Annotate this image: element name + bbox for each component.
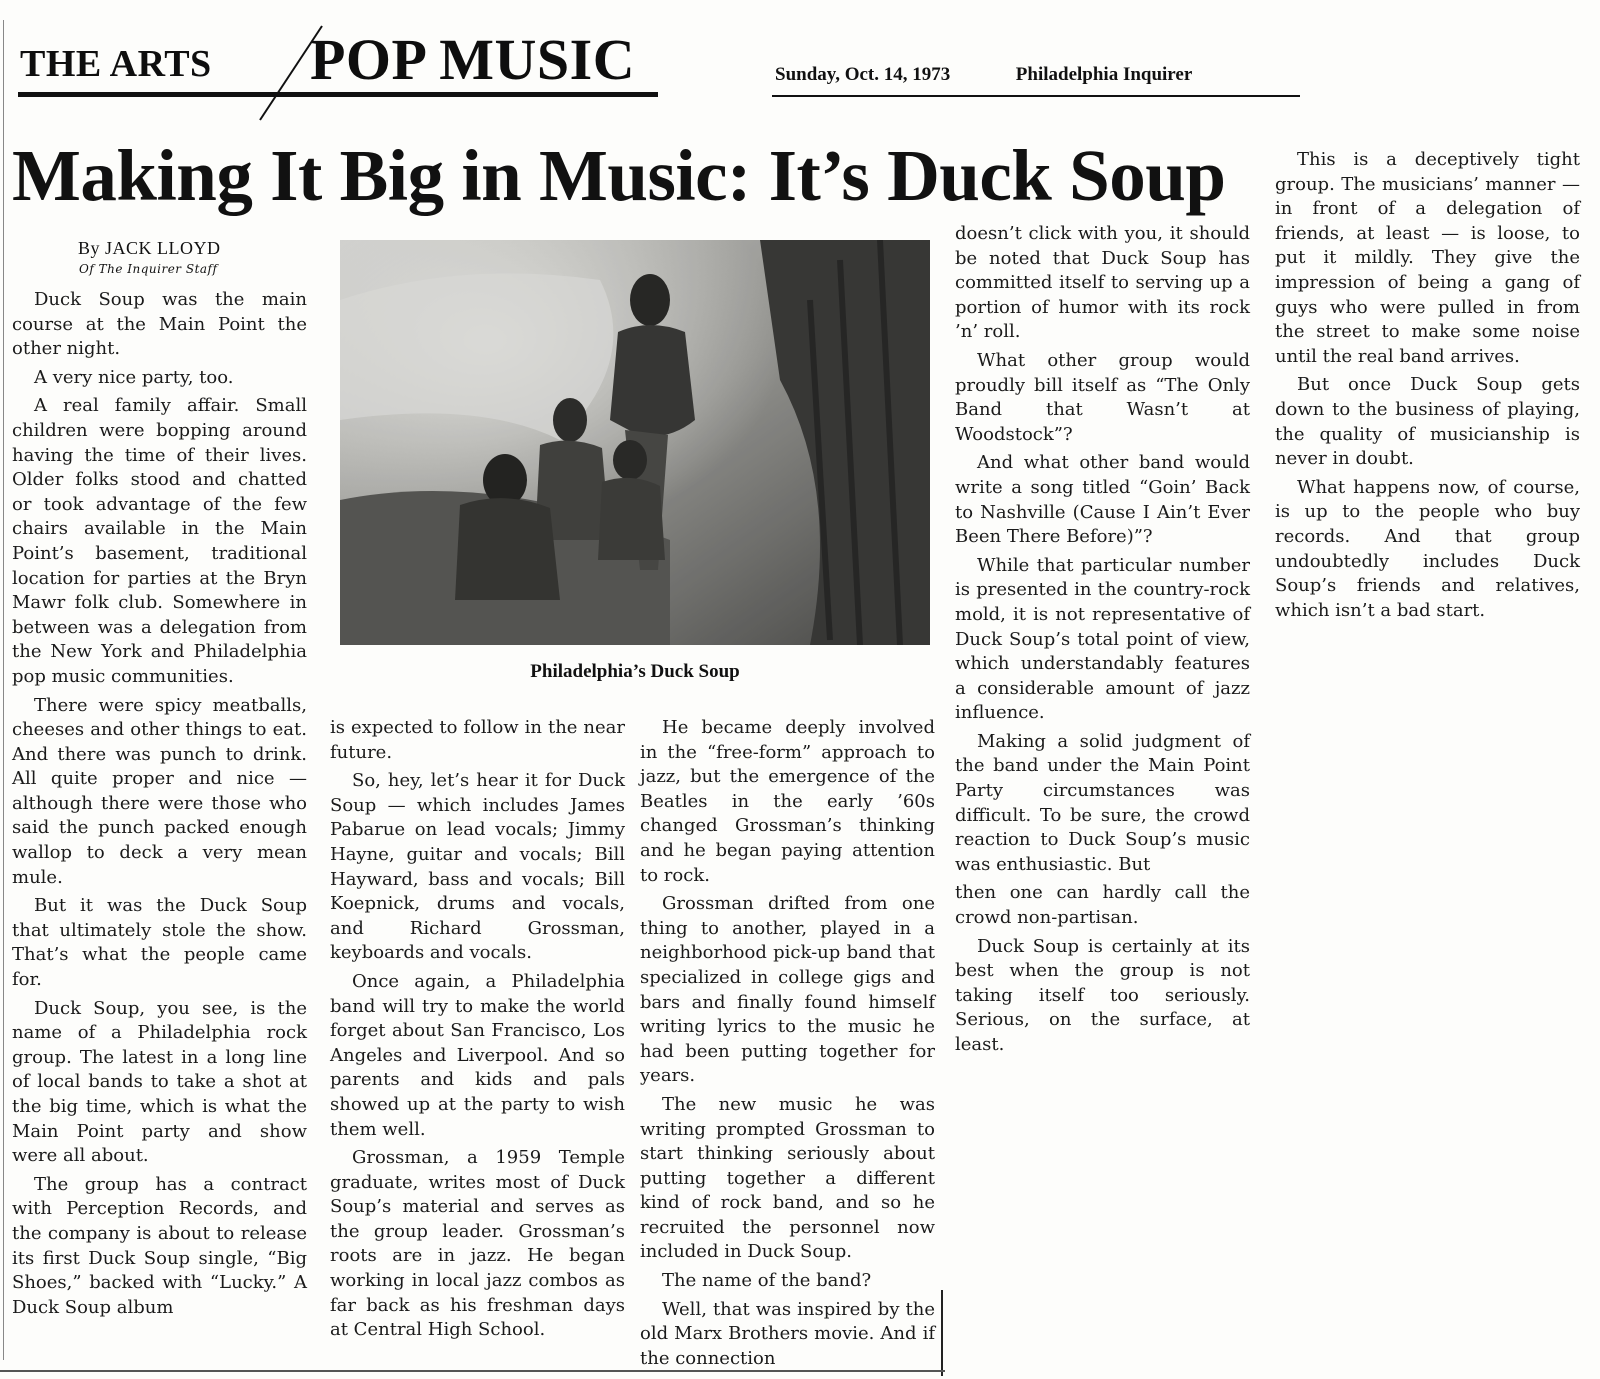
paragraph: is expected to follow in the near future.	[330, 717, 625, 763]
byline-name: By JACK LLOYD	[78, 238, 221, 258]
bottom-rule	[0, 1370, 945, 1372]
article-column-1	[12, 288, 307, 1324]
byline-affiliation: Of The Inquirer Staff	[79, 262, 218, 276]
paragraph: doesn’t click with you, it should be noted that Duck Soup has committed itself to serving up a portion of humor with its rock ’n’ roll.	[955, 223, 1250, 343]
page-edge-rule	[3, 20, 4, 1360]
paragraph: Once again, a Philadelphia band will try to make the world forget about San Francisco, Los Angeles and Liverpool. And so parents and kids and pals showed up at the party to wish them well.	[330, 970, 625, 1140]
paragraph: The group has a contract with Perception Records, and the company is about to release its first Duck Soup single, “Big Shoes,” backed with “Lucky.” A Duck Soup album	[12, 1173, 307, 1318]
paragraph: The name of the band?	[662, 1270, 872, 1292]
band-photo-image	[340, 240, 930, 645]
paragraph: What other group would proudly bill itself as “The Only Band that Wasn’t at Woodstock”?	[955, 349, 1250, 445]
section-kicker-pop-music: POP MUSIC	[310, 27, 636, 92]
dateline-rule	[772, 95, 1300, 97]
paragraph: There were spicy meatballs, cheeses and other things to eat. And there was punch to drink. All quite proper and nice — although there were those who said the punch packed enough wallop to deck a very mean mule.	[12, 694, 307, 888]
paragraph: What happens now, of course, is up to the people who buy records. And that group undoubtedly includes Duck Soup’s friends and relatives, which isn’t a bad start.	[1275, 476, 1580, 621]
paragraph: Duck Soup, you see, is the name of a Philadelphia rock group. The latest in a long line of local bands to take a shot at the big time, which is what the Main Point party and show were all about.	[12, 997, 307, 1167]
dateline	[775, 64, 1192, 86]
paragraph: A real family affair. Small children were bopping around having the time of their lives. Older folks stood and chatted or took advantage of the few chairs available in the Main Point’s basement, traditional location for parties at the Bryn Mawr folk club. Somewhere in between was a delegation from the New York and Philadelphia pop music communities.	[12, 395, 307, 687]
paragraph: Grossman drifted from one thing to another, played in a neighborhood pick-up band that specialized in college gigs and bars and finally found himself writing lyrics to the music he had been putting together for years.	[640, 893, 935, 1087]
headline: Making It Big in Music: It’s Duck Soup	[12, 135, 1226, 216]
article-column-2	[330, 716, 625, 1347]
paragraph: The new music he was writing prompted Grossman to start thinking seriously about putting together a different kind of rock band, and so he recruited the personnel now included in Duck Soup.	[640, 1093, 935, 1263]
paragraph: But once Duck Soup gets down to the business of playing, the quality of musicianship is never in doubt.	[1275, 374, 1580, 470]
article-column-5	[1275, 148, 1580, 627]
paragraph: While that particular number is presented in the country-rock mold, it is not representative of Duck Soup’s total point of view, which understandably features a considerable amount of jazz influence.	[955, 554, 1250, 724]
kicker-rule	[18, 92, 658, 97]
paragraph: Grossman, a 1959 Temple graduate, writes most of Duck Soup’s material and serves as the group leader. Grossman’s roots are in jazz. He began working in local jazz combos as far back as his freshman days at Central High School.	[330, 1147, 625, 1341]
paragraph: A very nice party, too.	[34, 366, 234, 388]
dateline-date: Sunday, Oct. 14, 1973	[775, 64, 951, 85]
paragraph: But it was the Duck Soup that ultimately stole the show. That’s what the people came for.	[12, 895, 307, 991]
paragraph: And what other band would write a song titled “Goin’ Back to Nashville (Cause I Ain’t Ever Been There Before)”?	[955, 452, 1250, 548]
paragraph: Making a solid judgment of the band under the Main Point Party circumstances was difficult. To be sure, the crowd reaction to Duck Soup’s music was enthusiastic. But	[955, 730, 1250, 875]
dateline-paper: Philadelphia Inquirer	[1015, 64, 1193, 85]
article-column-4	[955, 222, 1250, 1062]
paragraph: then one can hardly call the crowd non-partisan.	[955, 882, 1250, 929]
photo-caption: Philadelphia’s Duck Soup	[530, 661, 740, 682]
section-kicker-arts: THE ARTS	[20, 43, 212, 85]
paragraph: This is a deceptively tight group. The musicians’ manner — in front of a delegation of friends, at least — is loose, to put it mildly. They give the impression of being a gang of guys who were pulled in from the street to make some noise until the real band arrives.	[1275, 149, 1580, 367]
paragraph: So, hey, let’s hear it for Duck Soup — which includes James Pabarue on lead vocals; Jimmy Hayne, guitar and vocals; Bill Hayward, bass and vocals; Bill Koepnick, drums and vocals, and Richard Grossman, keyboards and vocals.	[330, 770, 625, 964]
paragraph: Well, that was inspired by the old Marx Brothers movie. And if the connection	[640, 1298, 935, 1369]
paragraph: Duck Soup is certainly at its best when the group is not taking itself too seriously. Serious, on the surface, at least.	[955, 935, 1250, 1055]
article-column-3	[640, 716, 935, 1375]
band-photo	[340, 240, 930, 645]
column-rule	[941, 1290, 943, 1376]
paragraph: He became deeply involved in the “free-form” approach to jazz, but the emergence of the Beatles in the early ’60s changed Grossman’s thinking and he began paying attention to rock.	[640, 717, 935, 886]
paragraph: Duck Soup was the main course at the Main Point the other night.	[12, 289, 307, 360]
